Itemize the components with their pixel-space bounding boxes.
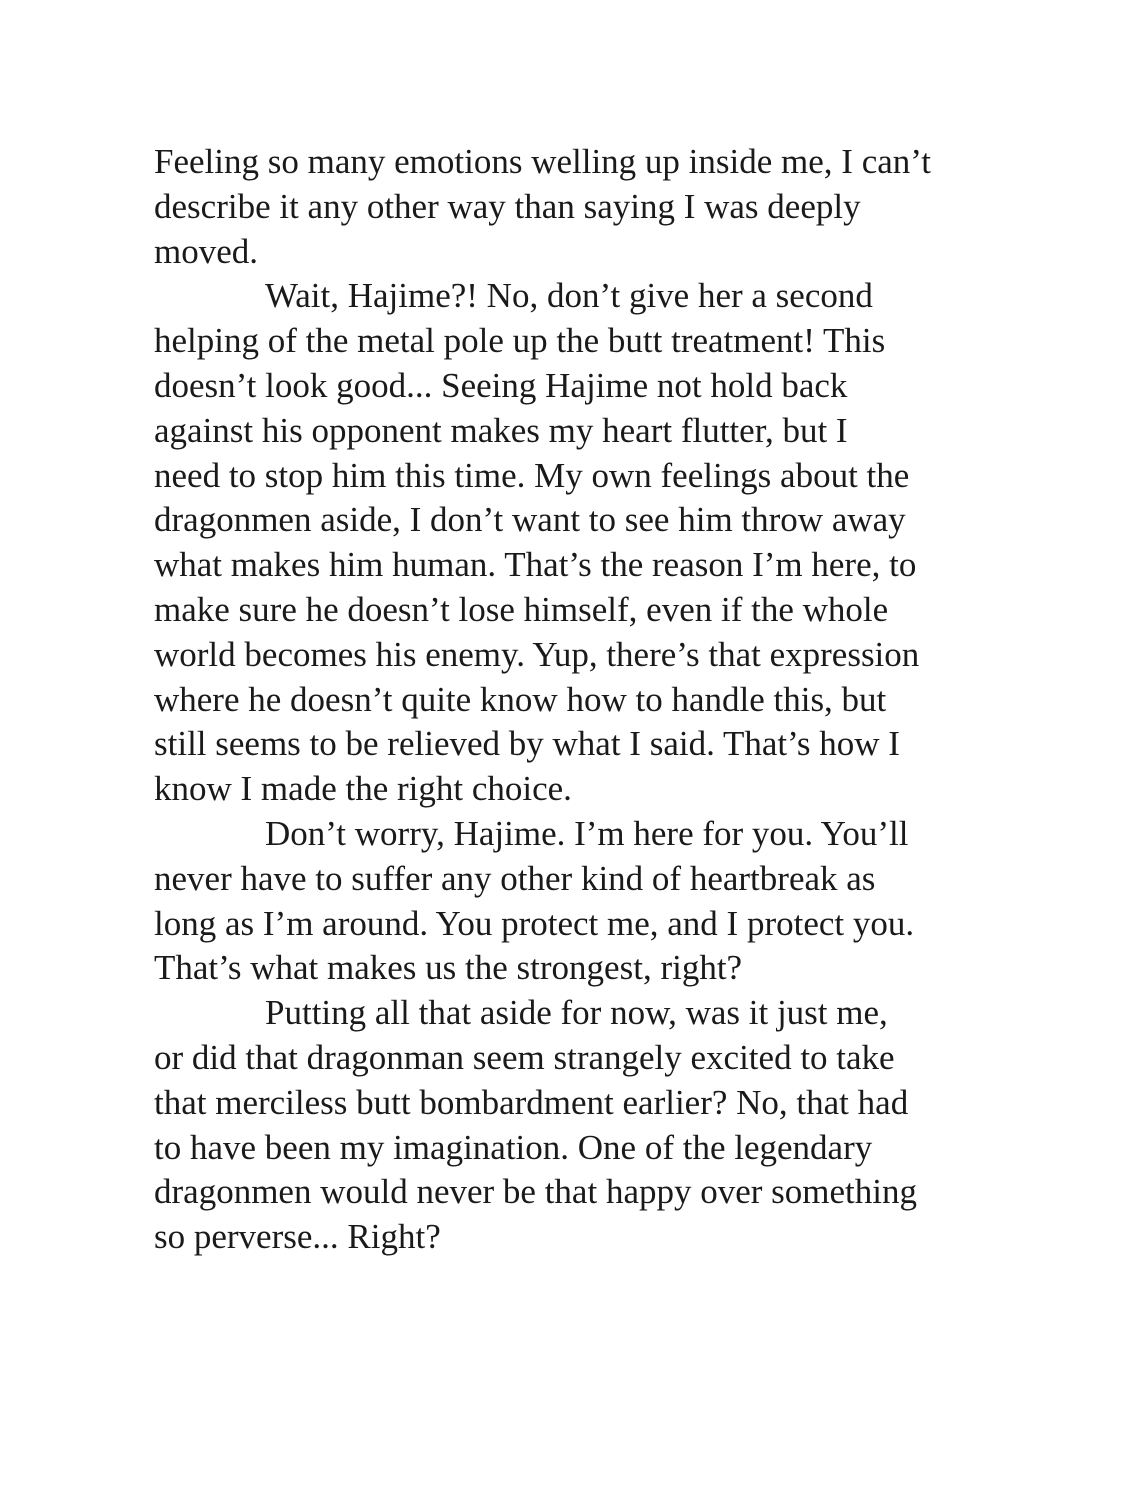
text-line-indented: Wait, Hajime?! No, don’t give her a second bbox=[265, 276, 873, 316]
text-line-indented: Putting all that aside for now, was it just me, bbox=[265, 993, 888, 1033]
text-line: know I made the right choice. bbox=[154, 769, 572, 809]
paragraph-1 bbox=[154, 140, 994, 274]
text-line: to have been my imagination. One of the legendary bbox=[154, 1127, 873, 1167]
text-line: never have to suffer any other kind of heartbreak as bbox=[154, 858, 876, 898]
text-line: where he doesn’t quite know how to handle this, but bbox=[154, 679, 887, 719]
text-line: against his opponent makes my heart flutter, but I bbox=[154, 410, 848, 450]
text-line: moved. bbox=[154, 231, 259, 271]
paragraph-3 bbox=[154, 812, 994, 991]
text-line: or did that dragonman seem strangely excited to take bbox=[154, 1037, 895, 1077]
text-line: still seems to be relieved by what I said. That’s how I bbox=[154, 724, 900, 764]
paragraph-2 bbox=[154, 274, 994, 812]
text-line: make sure he doesn’t lose himself, even if the whole bbox=[154, 589, 889, 629]
text-line: describe it any other way than saying I was deeply bbox=[154, 186, 861, 226]
text-line: long as I’m around. You protect me, and I protect you. bbox=[154, 903, 915, 943]
text-line: need to stop him this time. My own feelings about the bbox=[154, 455, 910, 495]
text-line-indented: Don’t worry, Hajime. I’m here for you. You’ll bbox=[265, 813, 909, 853]
body-text bbox=[154, 140, 994, 1260]
text-line: that merciless butt bombardment earlier? No, that had bbox=[154, 1082, 909, 1122]
text-line: dragonmen would never be that happy over something bbox=[154, 1172, 917, 1212]
text-line: doesn’t look good... Seeing Hajime not hold back bbox=[154, 365, 848, 405]
text-line: Feeling so many emotions welling up inside me, I can’t bbox=[154, 142, 932, 181]
text-line: world becomes his enemy. Yup, there’s that expression bbox=[154, 634, 920, 674]
text-line: so perverse... Right? bbox=[154, 1217, 441, 1257]
text-line: what makes him human. That’s the reason I’m here, to bbox=[154, 545, 917, 585]
text-line: helping of the metal pole up the butt treatment! This bbox=[154, 321, 886, 361]
paragraph-4 bbox=[154, 991, 994, 1260]
text-line: That’s what makes us the strongest, right? bbox=[154, 948, 743, 988]
text-line: dragonmen aside, I don’t want to see him throw away bbox=[154, 500, 906, 540]
